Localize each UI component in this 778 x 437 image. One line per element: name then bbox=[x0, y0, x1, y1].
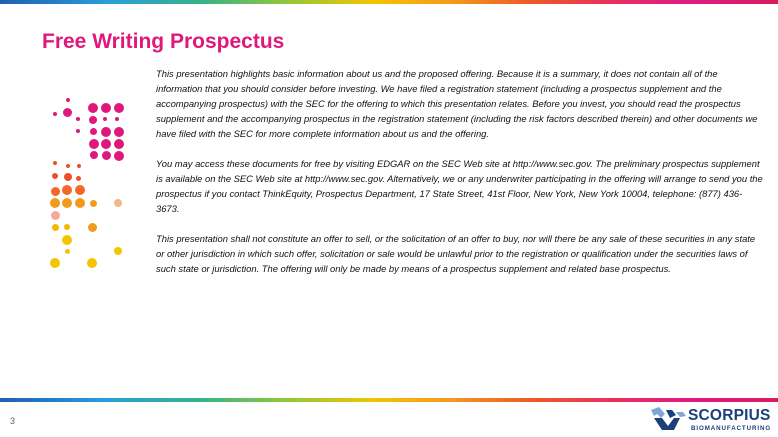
logo-wordmark: SCORPIUS bbox=[688, 407, 771, 424]
dot bbox=[64, 224, 70, 230]
dot bbox=[64, 173, 72, 181]
dot bbox=[101, 127, 111, 137]
dot bbox=[89, 139, 99, 149]
dot bbox=[88, 103, 98, 113]
dot-grid-icon bbox=[40, 90, 140, 280]
dot bbox=[90, 200, 97, 207]
dot bbox=[101, 139, 111, 149]
logo-subtitle: BIOMANUFACTURING bbox=[691, 425, 772, 432]
slide-title: Free Writing Prospectus bbox=[42, 30, 285, 53]
dot bbox=[52, 173, 58, 179]
dot bbox=[66, 164, 70, 168]
dot bbox=[50, 258, 60, 268]
dot bbox=[76, 117, 80, 121]
dot bbox=[114, 103, 124, 113]
dot bbox=[102, 151, 111, 160]
dot bbox=[77, 164, 81, 168]
dot bbox=[76, 176, 81, 181]
dot bbox=[62, 185, 72, 195]
dot bbox=[75, 198, 85, 208]
top-gradient-stripe bbox=[0, 0, 778, 4]
dot bbox=[89, 116, 97, 124]
dot bbox=[76, 129, 80, 133]
dot bbox=[103, 117, 107, 121]
dot bbox=[88, 223, 97, 232]
bottom-gradient-stripe bbox=[0, 398, 778, 402]
dot bbox=[90, 151, 98, 159]
dot bbox=[62, 198, 72, 208]
dot bbox=[101, 103, 111, 113]
dot bbox=[114, 199, 122, 207]
dot bbox=[51, 211, 60, 220]
dot bbox=[75, 185, 85, 195]
dot bbox=[114, 247, 122, 255]
dot bbox=[53, 161, 57, 165]
dot bbox=[115, 117, 119, 121]
disclaimer-body bbox=[156, 66, 764, 291]
disclaimer-paragraph: This presentation shall not constitute an offer to sell, or the solicitation of an offer to buy, nor will there be any sale of these securities in any state or other jurisdiction in which such offer, solicitation or sale would be unlawful prior to the registration or qualification under the securities laws of such state or jurisdiction. The offering will only be made by means of a prospectus supplement and related base prospectus. bbox=[156, 233, 756, 274]
dot bbox=[87, 258, 97, 268]
dot bbox=[53, 112, 57, 116]
scorpius-logo-mark-icon bbox=[650, 406, 688, 432]
company-logo bbox=[650, 404, 774, 436]
disclaimer-paragraph: This presentation highlights basic information about us and the proposed offering. Because it is a summary, it does not contain all of the information that you should consider before investing. We have filed a registration statement (including a prospectus supplement and the accompanying prospectus) with the SEC for the offering to which this presentation relates. Before you invest, you should read the prospectus supplement and the accompanying prospectus in the registration statement (including the risk factors described therein) and other documents we have filed with the SEC for more complete information about us and the offering. bbox=[156, 68, 758, 139]
dot bbox=[50, 198, 60, 208]
dot bbox=[51, 187, 60, 196]
dot bbox=[114, 139, 124, 149]
disclaimer-paragraph: You may access these documents for free by visiting EDGAR on the SEC Web site at http://www.sec.gov. The preliminary prospectus supplement is available on the SEC Web site at http://www.sec.gov. Alternatively, we or any underwriter participating in the offering will arrange to send you the prospectus if you contact ThinkEquity, Prospectus Department, 17 State Street, 41st Floor, New York, New York 10004, telephone: (877) 436-3673. bbox=[156, 158, 763, 214]
dot bbox=[62, 235, 72, 245]
dot bbox=[66, 98, 70, 102]
page-number: 3 bbox=[10, 416, 16, 426]
dot bbox=[65, 249, 70, 254]
dot bbox=[63, 108, 72, 117]
dot bbox=[90, 128, 97, 135]
dot bbox=[52, 224, 59, 231]
dot bbox=[114, 127, 124, 137]
dot bbox=[114, 151, 124, 161]
